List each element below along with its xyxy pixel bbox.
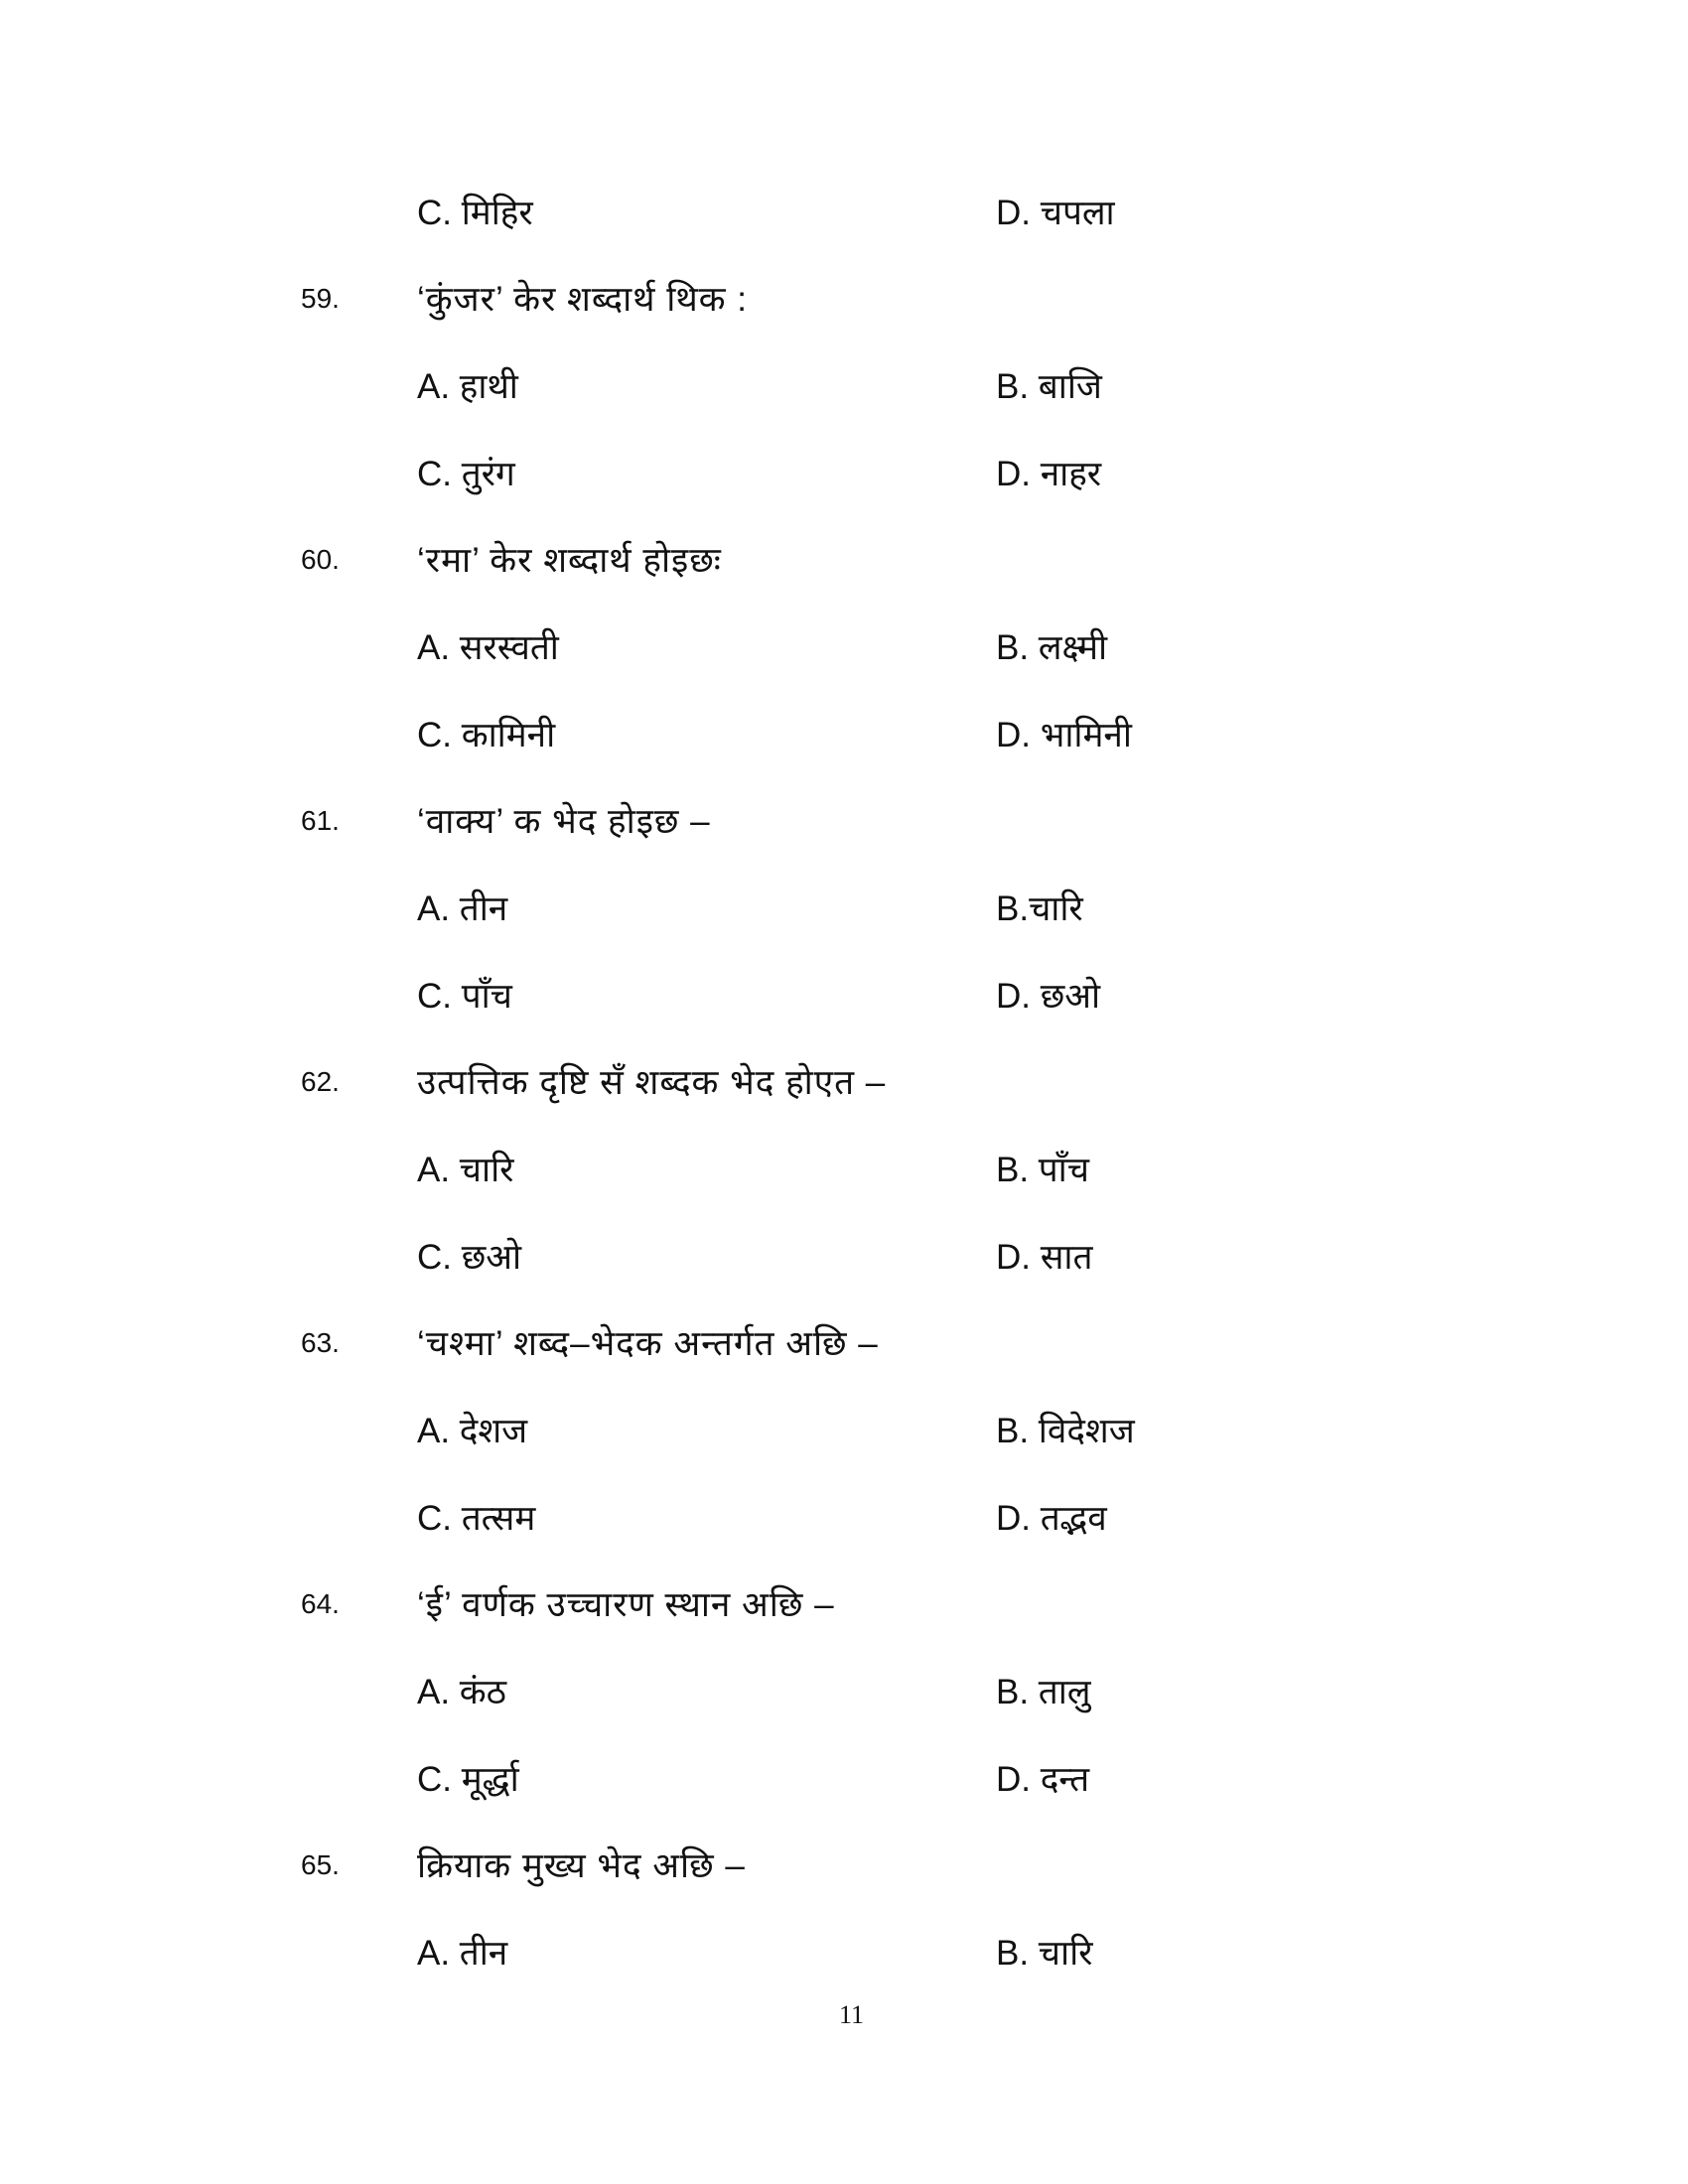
option-row [0, 1142, 1688, 1201]
option-a: A. सरस्वती [417, 628, 559, 667]
option-row [0, 1664, 1688, 1723]
option-row [0, 707, 1688, 766]
question-64 [0, 1576, 1688, 1636]
option-row [0, 1925, 1688, 1984]
option-b: B. बाजि [996, 367, 1102, 406]
option-d: D. नाहर [996, 455, 1102, 493]
option-row [0, 968, 1688, 1027]
option-c: C. पाँच [417, 977, 512, 1016]
question-text: ‘रमा’ केर शब्दार्थ होइछः [417, 541, 722, 580]
question-number: 64. [301, 1588, 340, 1619]
option-a: A. हाथी [417, 367, 518, 406]
option-b: B. लक्ष्मी [996, 628, 1108, 667]
question-text: उत्पत्तिक दृष्टि सँ शब्दक भेद होएत – [417, 1063, 887, 1102]
option-c: C. तत्सम [417, 1499, 536, 1538]
option-a: A. तीन [417, 889, 508, 928]
question-number: 60. [301, 544, 340, 575]
question-59 [0, 271, 1688, 331]
question-63 [0, 1315, 1688, 1375]
option-d: D. चपला [996, 194, 1115, 232]
question-text: क्रियाक मुख्य भेद अछि – [417, 1846, 746, 1885]
option-d: D. छओ [996, 977, 1101, 1016]
option-row [0, 619, 1688, 679]
option-row [0, 1403, 1688, 1462]
option-b: B. तालु [996, 1673, 1091, 1711]
question-number: 59. [301, 283, 340, 314]
option-row [0, 881, 1688, 940]
option-row [0, 358, 1688, 418]
option-a: A. कंठ [417, 1673, 507, 1711]
question-text: ‘कुंजर’ केर शब्दार्थ थिक : [417, 280, 749, 319]
option-c: C. छओ [417, 1238, 522, 1277]
option-a: A. तीन [417, 1934, 508, 1973]
question-60 [0, 532, 1688, 592]
question-number: 65. [301, 1849, 340, 1880]
page-number: 11 [839, 2000, 865, 2029]
question-65 [0, 1838, 1688, 1897]
question-text: ‘वाक्य’ क भेद होइछ – [417, 802, 711, 841]
option-row [0, 446, 1688, 505]
option-d: D. भामिनी [996, 716, 1132, 754]
question-number: 61. [301, 805, 340, 836]
question-62 [0, 1054, 1688, 1114]
option-b: B. चारि [996, 1934, 1093, 1973]
option-d: D. सात [996, 1238, 1093, 1277]
question-61 [0, 793, 1688, 853]
option-c: C. तुरंग [417, 455, 515, 493]
option-b: B.चारि [996, 889, 1083, 928]
question-text: ‘चश्मा’ शब्द–भेदक अन्तर्गत अछि – [417, 1324, 879, 1363]
option-row [0, 1229, 1688, 1289]
option-a: A. देशज [417, 1412, 528, 1450]
option-c: C. मिहिर [417, 194, 533, 232]
question-number: 62. [301, 1066, 340, 1097]
option-b: B. पाँच [996, 1151, 1089, 1189]
option-d: D. तद्भव [996, 1499, 1107, 1538]
option-d: D. दन्त [996, 1760, 1090, 1799]
option-c: C. कामिनी [417, 716, 556, 754]
option-a: A. चारि [417, 1151, 514, 1189]
question-text: ‘ई’ वर्णक उच्चारण स्थान अछि – [417, 1585, 835, 1624]
question-number: 63. [301, 1327, 340, 1358]
option-b: B. विदेशज [996, 1412, 1135, 1450]
option-row [0, 1490, 1688, 1550]
option-row [0, 185, 1688, 244]
option-c: C. मूर्द्धा [417, 1760, 519, 1799]
option-row [0, 1751, 1688, 1811]
